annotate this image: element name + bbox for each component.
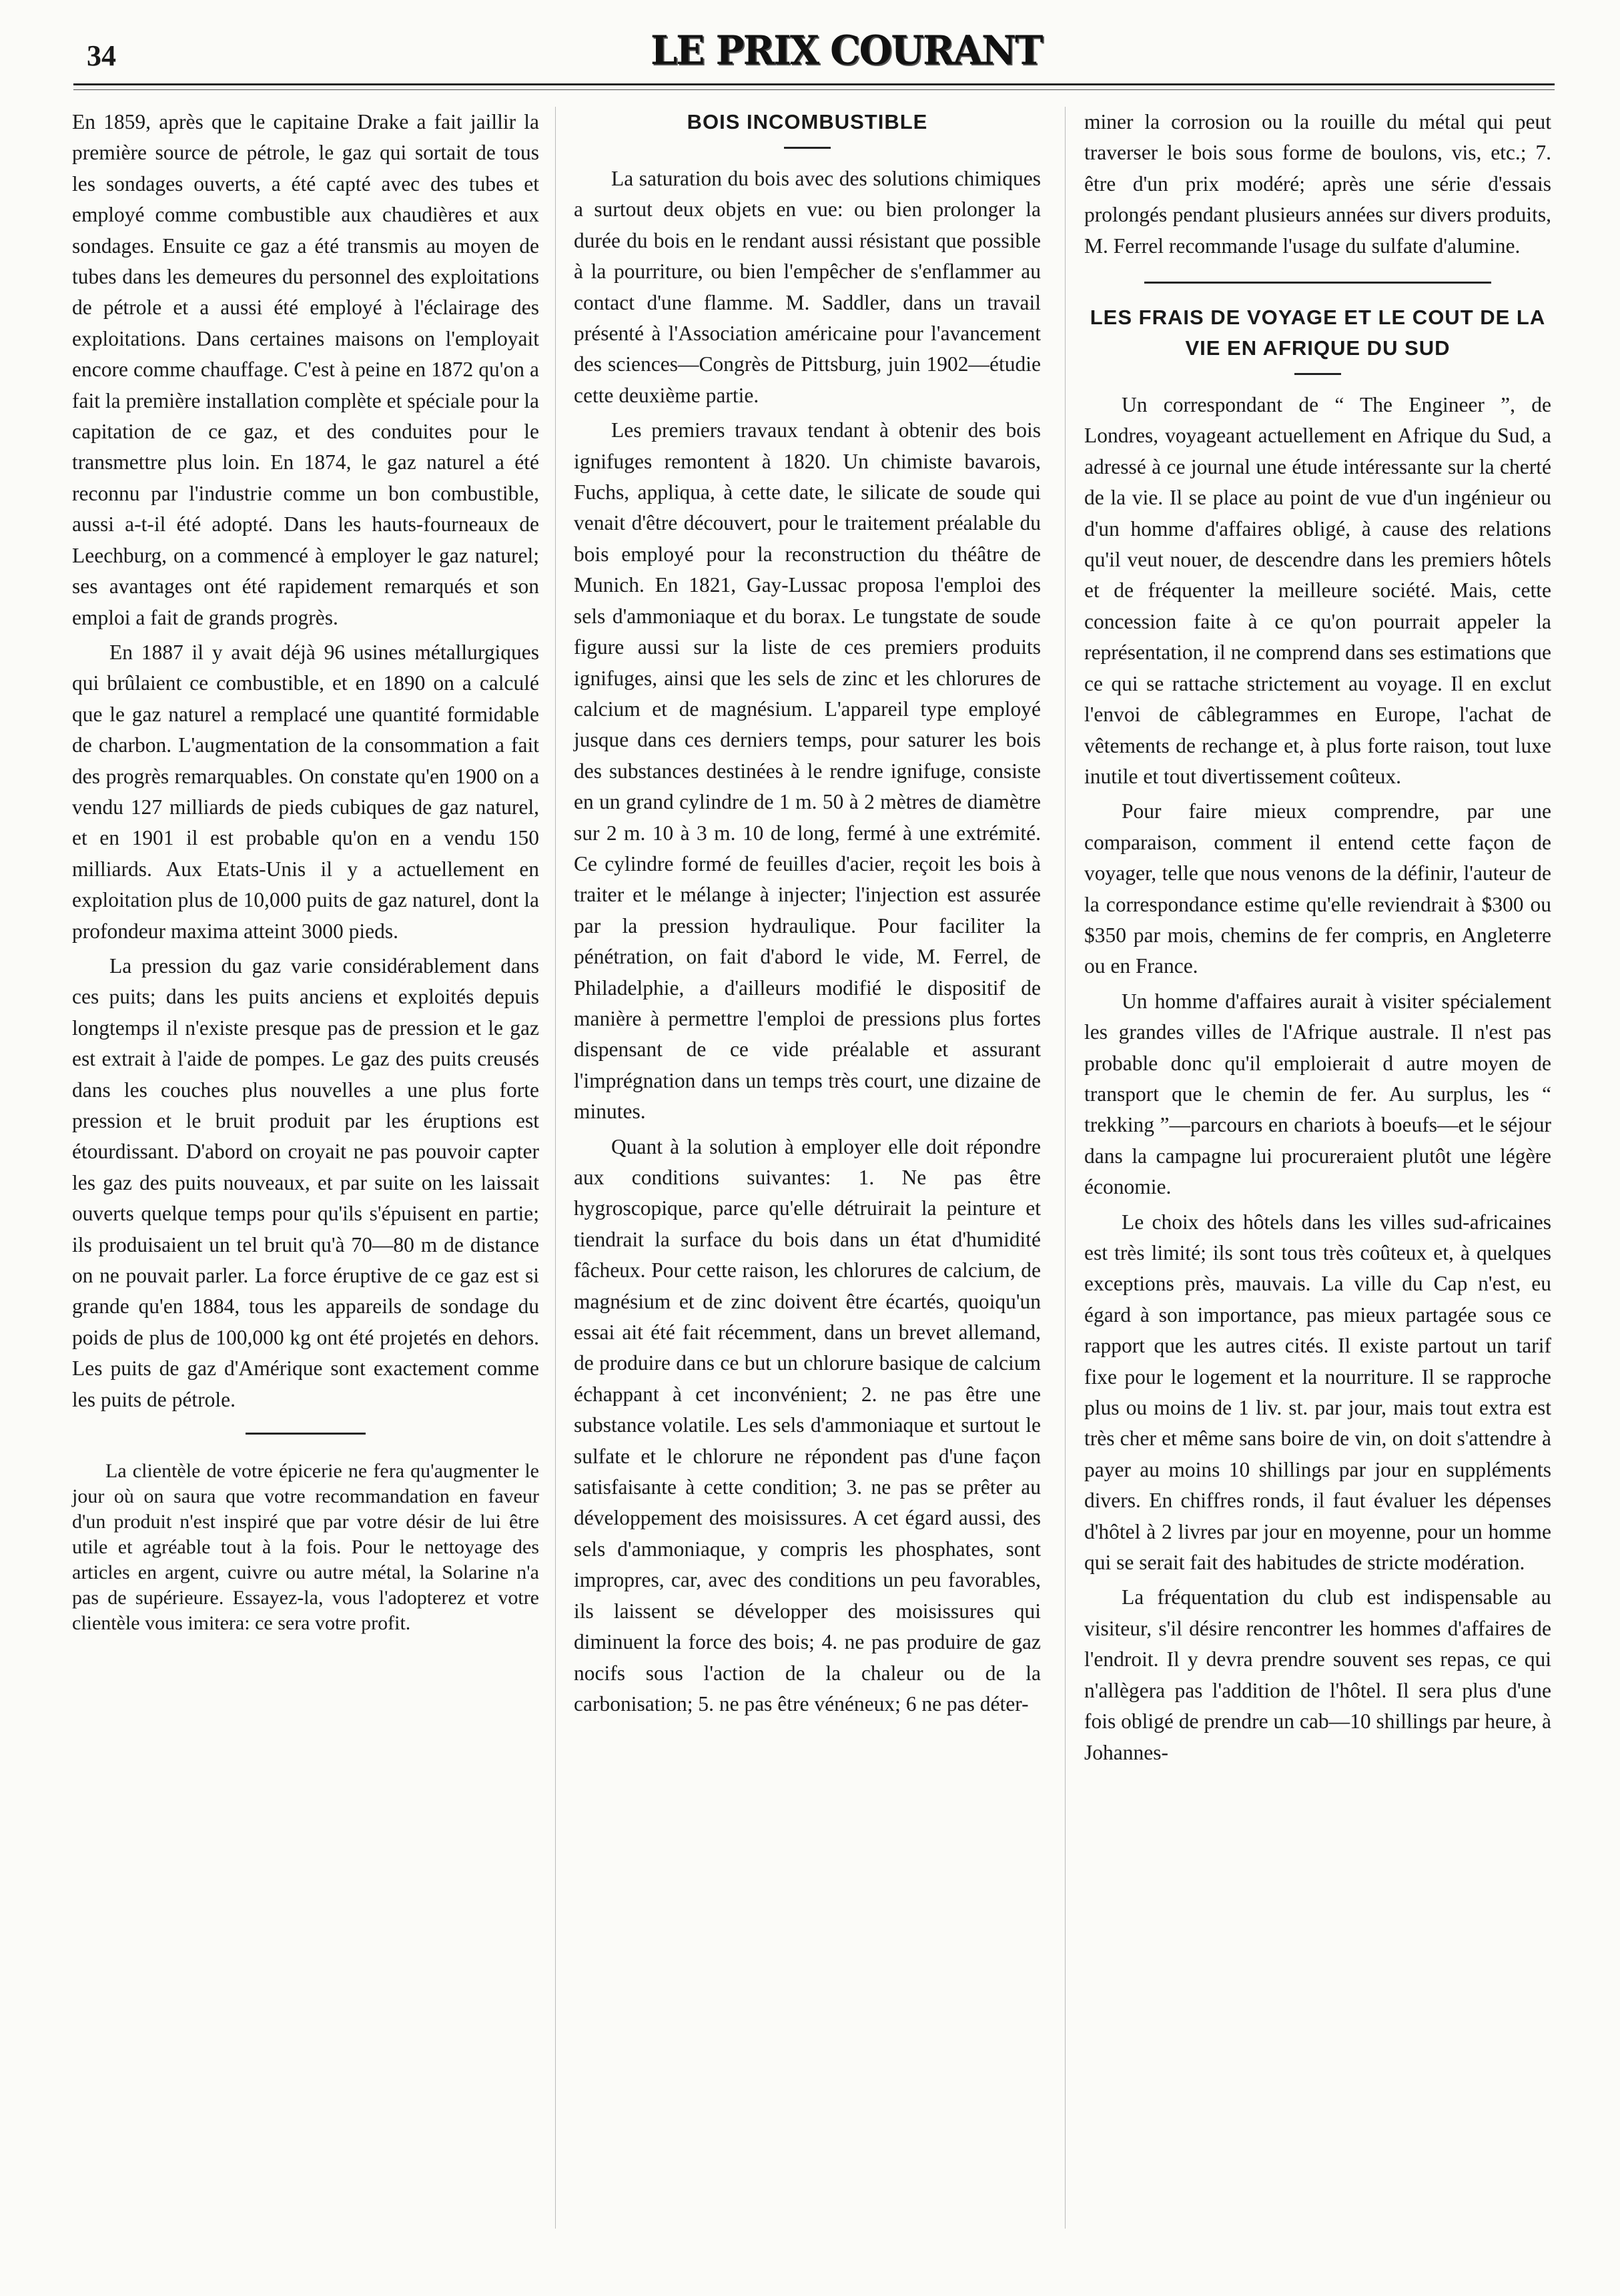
masthead-logo: LE PRIX COURANT [651,27,1042,74]
article-wood-paragraph-3: Quant à la solution à employer elle doit répondre aux conditions suivantes: 1. Ne pas être hygroscopique, parce qu'elle détruirait la peinture et tiendrait la surface du bois dans un état d'humidité fâcheux. Pour cette raison, les chlorures de calcium, de magnésium et de zinc doivent être écartés, quoiqu'un essai ait été fait récemment, dans un brevet allemand, de produire dans ce but un chlorure basique de calcium échappant à cet inconvénient; 2. ne pas être une substance volatile. Les sels d'ammoniaque et surtout le sulfate et le chlorure ne répondent pas d'une façon satisfaisante à cette condition; 3. ne pas se prêter au développement des moisissures. A cet égard aussi, des sels d'ammoniaque, y compris les phosphates, sont impropres, car, avec des conditions un peu favorables, ils laissent se développer des moisissures qui diminuent la force des bois; 4. ne pas produire de gaz nocifs sous l'action de la chaleur ou de la carbonisation; 5. ne pas être vénéneux; 6 ne pas déter- [574,1134,1041,1715]
section-separator [1144,282,1491,284]
column-3 [1084,107,1551,1772]
solarine-advertisement: La clientèle de votre épicerie ne fera qu'augmenter le jour où on saura que votre recommandation en faveur d'un produit n'est inspiré que par votre désir de lui être utile et agréable tout à la fois. Pour le nettoyage des articles en argent, cuivre ou autre métal, la Solarine n'a pas de supérieure. Essayez-la, vous l'adopterez et votre clientèle vous imitera: ce sera votre profit. [72,1460,539,1635]
column-divider [555,107,556,2229]
article-travel-paragraph-3: Un homme d'affaires aurait à visiter spécialement les grandes villes de l'Afrique australe. Il n'est pas probable donc qu'il emploierait d autre moyen de transport que le chemin de fer. Au surplus, les “ trekking ”—parcours en chariots à boeufs—et le séjour dans la campagne lui procureraient plutôt une légère économie. [1084,989,1551,1199]
article-wood-continuation: miner la corrosion ou la rouille du métal qui peut traverser le bois sous forme de boulons, vis, etc.; 7. être d'un prix modéré; après une série d'essais prolongés pendant plusieurs années sur divers produits, M. Ferrel recommande l'usage du sulfate d'alumine. [1084,110,1551,258]
article-gas-paragraph-2: En 1887 il y avait déjà 96 usines métallurgiques qui brûlaient ce combustible, et en 1890 on a calculé que le gaz naturel a remplacé une quantité formidable de charbon. L'augmentation de la consommation a fait des progrès remarquables. On constate qu'en 1900 on a vendu 127 milliards de pieds cubiques de gaz naturel, et en 1901 il est probable qu'on en a vendu 150 milliards. Aux Etats-Unis il y a actuellement en exploitation plus de 10,000 puits de gaz naturel, dont la profondeur maxima atteint 3000 pieds. [72,640,539,943]
article-gas-paragraph-3: La pression du gaz varie considérablement dans ces puits; dans les puits anciens et exploités depuis longtemps il n'existe presque pas de pression et le gaz est extrait à l'aide de pompes. Le gaz des puits creusés dans les couches plus nouvelles a une plus forte pression et le bruit produit par les éruptions est étourdissant. D'abord on croyait ne pas pouvoir capter les gaz des puits nouveaux, et par suite on les laissait ouverts quelque temps pour qu'ils s'épuisent en partie; ils produisaient un tel bruit qu'à 70—80 m de distance on ne pouvait parler. La force éruptive de ce gaz est si grande qu'en 1884, tous les appareils de sondage du poids de plus de 100,000 kg ont été projetés en dehors. Les puits de gaz d'Amérique sont exactement comme les puits de pétrole. [72,953,539,1411]
article-travel-paragraph-4: Le choix des hôtels dans les villes sud-africaines est très limité; ils sont tous très coûteux et, à quelques exceptions près, mauvais. La ville du Cap n'est, eu égard à son importance, pas mieux partagée sous ce rapport que les autres cités. Il existe partout un tarif fixe pour le logement et la nourriture. Il se rapproche plus ou moins de 1 liv. st. par jour, mais tout extra est très cher et même sans boire de vin, on doit s'attendre à payer au moins 10 shillings par jour en suppléments divers. En chiffres ronds, il faut évaluer les dépenses d'hôtel à 2 livres par jour en moyenne, pour un homme qui se serait fait des habitudes de stricte modération. [1084,1210,1551,1575]
headline-bois-incombustible: BOIS INCOMBUSTIBLE [687,110,928,133]
article-wood-paragraph-2: Les premiers travaux tendant à obtenir des bois ignifuges remontent à 1820. Un chimiste bavarois, Fuchs, appliqua, à cette date, le silicate de soude qui venait d'être découvert, pour le traitement préalable du bois employé pour la reconstruction du théâtre de Munich. En 1821, Gay-Lussac proposa l'emploi des sels d'ammoniaque et du borax. Le tungstate de soude figure aussi sur la liste de ces premiers produits ignifuges, ainsi que les sels de zinc et les chlorures de calcium et de magnésium. L'appareil type employé jusque dans ces derniers temps, pour saturer les bois des substances destinées à le rendre ignifuge, consiste en un grand cylindre de 1 m. 50 à 2 mètres de diamètre sur 2 m. 10 à 3 m. 10 de long, fermé à une extrémité. Ce cylindre formé de feuilles d'acier, reçoit les bois à traiter et le mélange à injecter; l'injection est assurée par la pression hydraulique. Pour faciliter la pénétration, on fait d'abord le vide, M. Ferrel, de Philadelphie, a d'ailleurs modifié le dispositif de manière à permettre l'emploi de pressions plus fortes dispensant de ce vide préalable et assurant l'imprégnation dans un temps très court, une dizaine de minutes. [574,418,1041,1124]
headline-frais-de-voyage: LES FRAIS DE VOYAGE ET LE COUT DE LA VIE EN AFRIQUE DU SUD [1090,306,1546,360]
header-rule [73,83,1555,85]
column-1 [72,107,539,1640]
article-travel-paragraph-2: Pour faire mieux comprendre, par une comparaison, comment il entend cette façon de voyager, telle que nous venons de la définir, l'auteur de la correspondance estime qu'elle reviendrait à $300 ou $350 par mois, chemins de fer compris, en Angleterre ou en France. [1084,799,1551,978]
column-2 [574,107,1041,1724]
article-wood-paragraph-1: La saturation du bois avec des solutions chimiques a surtout deux objets en vue: ou bien prolonger la durée du bois en le rendant aussi résistant que possible à la pourriture, ou bien l'empêcher de s'enflammer au contact d'une flamme. M. Saddler, dans un travail présenté à l'Association américaine pour l'avancement des sciences—Congrès de Pittsburg, juin 1902—étudie cette deuxième partie. [574,167,1041,407]
article-travel-paragraph-5: La fréquentation du club est indispensable au visiteur, s'il désire rencontrer les hommes d'affaires de l'endroit. Il y devra prendre souvent ses repas, ce qui n'allègera pas l'addition de l'hôtel. Il sera plus d'une fois obligé de prendre un cab—10 shillings par heure, à Johannes- [1084,1585,1551,1764]
page-number: 34 [87,39,116,72]
header-rule-thin [73,89,1555,90]
article-gas-paragraph-1: En 1859, après que le capitaine Drake a fait jaillir la première source de pétrole, le gaz qui sortait de tous les sondages ouverts, a été capté avec des tubes et employé comme combustible aux chaudières et aux sondages. Ensuite ce gaz a été transmis au moyen de tubes dans les demeures du personnel des exploitations de pétrole et a aussi été employé à l'éclairage des exploitations. Dans certaines maisons on l'employait encore comme chauffage. C'est à peine en 1872 qu'on a fait la première installation complète et spéciale pour la capitation de ce gaz, et des conduites pour le transmettre plus loin. En 1874, le gaz naturel a été reconnu par l'industrie comme un bon combustible, aussi a-t-il été adopté. Dans les hauts-fourneaux de Leechburg, on a commencé à employer le gaz naturel; ses avantages ont été rapidement remarqués et son emploi a fait de grands progrès. [72,110,539,629]
column-divider [1065,107,1066,2229]
headline-rule [1294,373,1341,375]
article-travel-paragraph-1: Un correspondant de “ The Engineer ”, de Londres, voyageant actuellement en Afrique du Sud, a adressé à ce journal une étude intéressante sur la cherté de la vie. Il se place au point de vue d'un ingénieur ou d'un homme d'affaires obligé, à cause des relations qu'il veut nouer, de descendre dans les premiers hôtels et de fréquenter la meilleure société. Mais, cette concession faite à ce qu'on pourrait appeler la représentation, il ne comprend dans ses estimations que ce qui se rattache strictement au voyage. Il en exclut l'envoi de câblegrammes en Europe, l'achat de vêtements de rechange et, à plus forte raison, tout luxe inutile et tout divertissement coûteux. [1084,393,1551,788]
headline-rule [784,147,831,149]
section-separator [246,1433,366,1435]
